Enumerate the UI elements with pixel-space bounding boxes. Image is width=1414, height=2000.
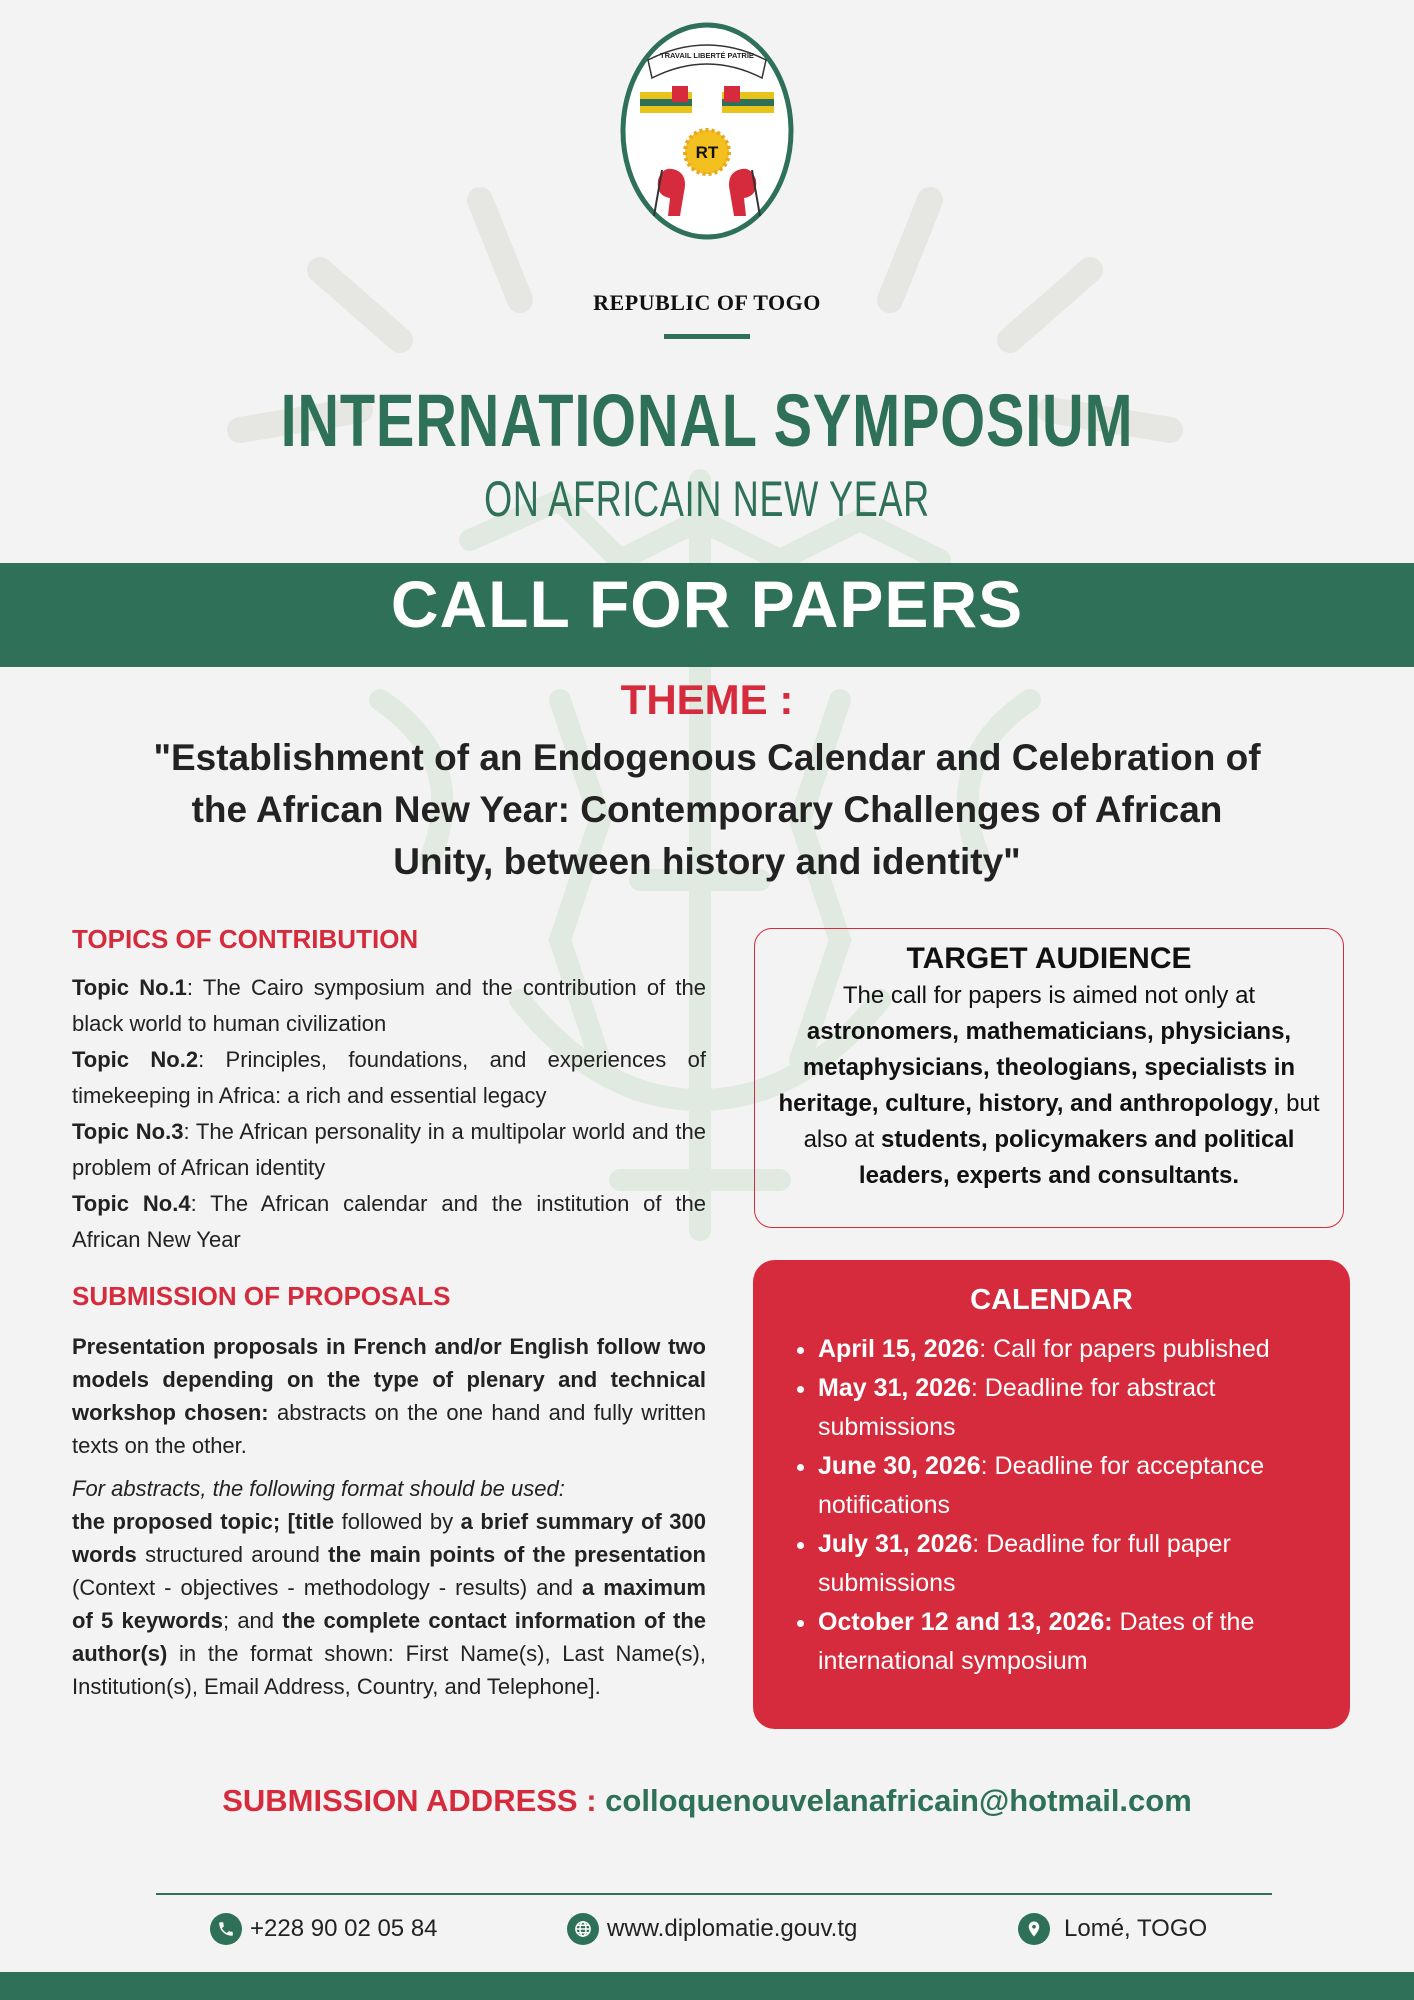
list-item bbox=[72, 1114, 706, 1186]
emphasis: the complete contact information of the author(s) bbox=[72, 1608, 707, 1666]
submission-body bbox=[72, 1330, 706, 1703]
calendar-date: June 30, 2026 bbox=[818, 1452, 981, 1480]
emphasis: students, policymakers and political leaders, experts and consultants. bbox=[858, 1126, 1295, 1189]
topic-text: : The African personality in a multipolar world and the problem of African identity bbox=[72, 1119, 706, 1180]
calendar-date: May 31, 2026 bbox=[818, 1374, 971, 1402]
calendar-heading: CALENDAR bbox=[970, 1284, 1133, 1316]
submission-text: abstracts on the one hand and fully written texts on the other. bbox=[72, 1400, 707, 1458]
symposium-title: INTERNATIONAL SYMPOSIUM bbox=[280, 379, 1134, 462]
calendar-date: July 31, 2026 bbox=[818, 1530, 973, 1558]
bottom-band bbox=[0, 1972, 1414, 2000]
submission-paragraph bbox=[72, 1330, 706, 1462]
topic-label: Topic No.2 bbox=[72, 1047, 199, 1072]
topic-label: Topic No.3 bbox=[72, 1119, 184, 1144]
divider bbox=[664, 334, 750, 339]
footer-location bbox=[1018, 1909, 1207, 1949]
calendar-event: : Deadline for abstract submissions bbox=[818, 1374, 1216, 1441]
text: ; and bbox=[222, 1608, 283, 1633]
text: , but also at bbox=[803, 1090, 1320, 1153]
topic-label: Topic No.1 bbox=[72, 975, 187, 1000]
topic-text: : The Cairo symposium and the contribution of the black world to human civilization bbox=[72, 975, 706, 1036]
submission-emphasis: Presentation proposals in French and/or English follow two models depending on the type of plenary and technical workshop chosen: bbox=[72, 1334, 706, 1425]
togo-coat-of-arms-emblem bbox=[618, 20, 796, 242]
location-pin-icon bbox=[1018, 1913, 1050, 1945]
theme-text: "Establishment of an Endogenous Calendar and Celebration of the African New Year: Contemporary Challenges of African Unity, between history and identity" bbox=[153, 737, 1261, 882]
submission-address-label: SUBMISSION ADDRESS : bbox=[222, 1783, 606, 1818]
calendar-event: : Deadline for full paper submissions bbox=[818, 1530, 1231, 1597]
emphasis: the proposed topic; [title bbox=[72, 1509, 335, 1534]
footer-website[interactable] bbox=[567, 1909, 857, 1949]
emphasis: a maximum of 5 keywords bbox=[72, 1575, 706, 1633]
website-url: www.diplomatie.gouv.tg bbox=[607, 1915, 858, 1942]
emphasis: a brief summary of 300 words bbox=[72, 1509, 706, 1567]
text: in the format shown: First Name(s), Last Name(s), Institution(s), Email Address, Country, and Telephone]. bbox=[72, 1641, 706, 1699]
list-item bbox=[818, 1369, 1358, 1447]
globe-icon bbox=[567, 1913, 599, 1945]
calendar-event: : Deadline for acceptance notifications bbox=[818, 1452, 1265, 1519]
footer-phone[interactable] bbox=[210, 1909, 438, 1949]
location-text: Lomé, TOGO bbox=[1064, 1915, 1208, 1942]
calendar-date: April 15, 2026 bbox=[818, 1335, 980, 1363]
emphasis: the main points of the presentation bbox=[328, 1542, 706, 1567]
symposium-subtitle: ON AFRICAIN NEW YEAR bbox=[484, 471, 930, 527]
topics-list bbox=[72, 970, 706, 1258]
calendar-list bbox=[790, 1330, 1358, 1681]
phone-icon bbox=[210, 1913, 242, 1945]
target-audience-heading: TARGET AUDIENCE bbox=[906, 942, 1192, 975]
list-item bbox=[818, 1447, 1358, 1525]
submission-email-link[interactable]: colloquenouvelanafricain@hotmail.com bbox=[605, 1783, 1192, 1818]
calendar-date: October 12 and 13, 2026: bbox=[818, 1608, 1113, 1636]
theme-label: THEME : bbox=[620, 676, 794, 723]
svg-text:TRAVAIL LIBERTÉ PATRIE: TRAVAIL LIBERTÉ PATRIE bbox=[660, 51, 754, 60]
topic-text: : The African calendar and the institution of the African New Year bbox=[72, 1191, 706, 1252]
abstract-format-intro: For abstracts, the following format should be used: bbox=[72, 1476, 565, 1501]
list-item bbox=[818, 1330, 1358, 1369]
svg-text:RT: RT bbox=[695, 143, 719, 162]
call-for-papers-heading: CALL FOR PAPERS bbox=[390, 567, 1024, 641]
abstract-format-paragraph bbox=[72, 1472, 706, 1703]
text: structured around bbox=[136, 1542, 329, 1567]
text: (Context - objectives - methodology - results) and bbox=[72, 1575, 583, 1600]
text: followed by bbox=[334, 1509, 461, 1534]
topic-text: : Principles, foundations, and experiences of timekeeping in Africa: a rich and essential legacy bbox=[72, 1047, 706, 1108]
list-item bbox=[72, 1186, 706, 1258]
submission-address bbox=[0, 1783, 1414, 1819]
submission-heading: SUBMISSION OF PROPOSALS bbox=[72, 1281, 451, 1311]
republic-label: REPUBLIC OF TOGO bbox=[593, 290, 821, 315]
list-item bbox=[818, 1525, 1358, 1603]
target-audience-text bbox=[774, 978, 1324, 1194]
list-item bbox=[72, 1042, 706, 1114]
list-item bbox=[72, 970, 706, 1042]
calendar-event: Dates of the international symposium bbox=[818, 1608, 1255, 1675]
emphasis: astronomers, mathematicians, physicians, metaphysicians, theologians, specialists in heritage, culture, history, and anthropology bbox=[778, 1018, 1296, 1117]
list-item bbox=[818, 1603, 1358, 1681]
topics-heading: TOPICS OF CONTRIBUTION bbox=[72, 924, 419, 954]
calendar-event: : Call for papers published bbox=[979, 1335, 1270, 1363]
topic-label: Topic No.4 bbox=[72, 1191, 191, 1216]
text: The call for papers is aimed not only at bbox=[842, 982, 1256, 1009]
phone-number: +228 90 02 05 84 bbox=[250, 1915, 438, 1942]
footer-divider bbox=[156, 1893, 1272, 1895]
